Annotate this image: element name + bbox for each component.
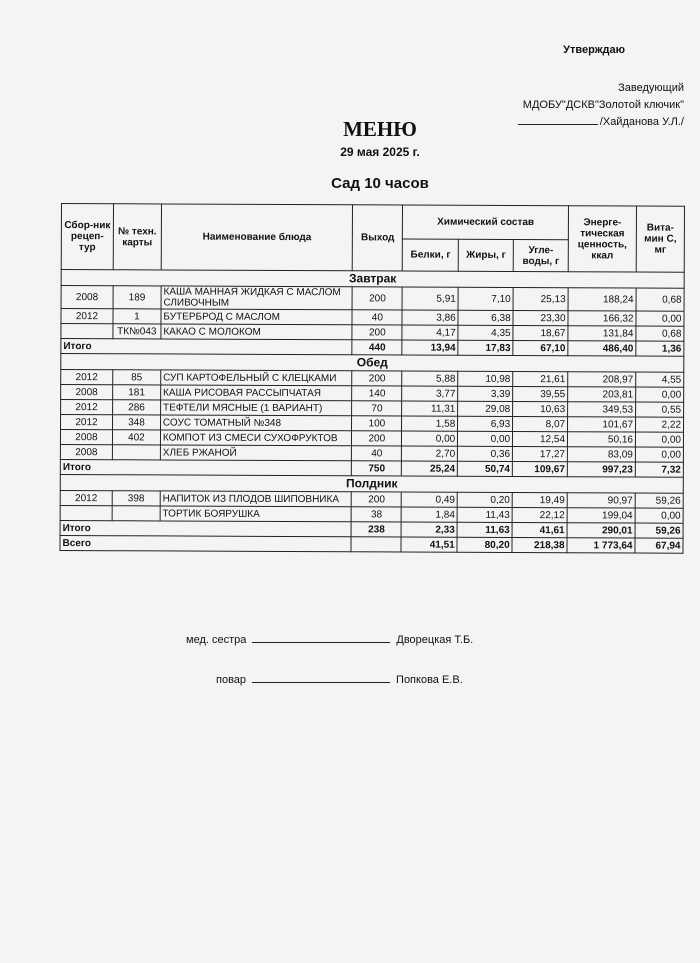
cell-output: 70 — [352, 401, 402, 416]
total-protein: 13,94 — [402, 340, 458, 355]
total-vitamin: 59,26 — [635, 523, 683, 538]
cell-output: 200 — [352, 492, 402, 507]
cell-protein: 1,84 — [401, 507, 457, 522]
cell-energy: 83,09 — [567, 447, 635, 462]
total-carbs: 41,61 — [512, 522, 567, 537]
cell-dish-name: КАКАО С МОЛОКОМ — [161, 324, 353, 340]
grand-total-row — [60, 535, 683, 553]
cell-collection — [61, 324, 113, 339]
menu-date: 29 мая 2025 г. — [340, 145, 420, 159]
cell-fat: 3,39 — [458, 386, 513, 401]
cell-fat: 0,20 — [457, 492, 512, 507]
total-label: Итого — [60, 520, 351, 536]
cell-tech-card — [112, 506, 160, 521]
menu-body — [60, 270, 684, 554]
cell-collection: 2008 — [61, 385, 113, 400]
grand-total-output — [351, 537, 401, 552]
cell-output: 140 — [352, 386, 402, 401]
total-protein: 25,24 — [402, 461, 458, 476]
header-protein: Белки, г — [403, 239, 459, 271]
cell-tech-card — [112, 445, 160, 460]
cell-energy: 50,16 — [568, 432, 636, 447]
cell-dish-name: БУТЕРБРОД С МАСЛОМ — [161, 309, 353, 325]
cell-protein: 3,77 — [402, 386, 458, 401]
total-energy: 290,01 — [567, 523, 635, 538]
cell-vitamin: 0,68 — [636, 326, 684, 341]
cell-fat: 11,43 — [457, 507, 512, 522]
page-title: МЕНЮ — [343, 117, 417, 141]
header-chem: Химический состав — [403, 205, 569, 240]
total-output: 750 — [352, 461, 402, 476]
cell-tech-card: ТК№043 — [113, 324, 161, 339]
cell-carbs: 39,55 — [513, 386, 568, 401]
header-vitamin: Вита-мин С, мг — [636, 206, 684, 272]
cell-dish-name: СУП КАРТОФЕЛЬНЫЙ С КЛЕЦКАМИ — [161, 370, 353, 386]
cell-output: 200 — [352, 431, 402, 446]
grand-total-label: Всего — [60, 535, 351, 551]
cell-vitamin: 0,00 — [635, 432, 683, 447]
cook-signature-line — [252, 672, 390, 683]
cell-dish-name: ХЛЕБ РЖАНОЙ — [160, 445, 352, 461]
cell-collection: 2008 — [60, 444, 112, 459]
nurse-name: Дворецкая Т.Б. — [396, 634, 474, 646]
cell-collection: 2012 — [61, 400, 113, 415]
cell-collection: 2012 — [61, 415, 113, 430]
cell-collection: 2012 — [60, 490, 112, 505]
cell-tech-card: 402 — [112, 430, 160, 445]
cell-tech-card: 85 — [113, 370, 161, 385]
approval-position: Заведующий — [618, 82, 684, 94]
header-output: Выход — [353, 205, 403, 271]
header-fat: Жиры, г — [458, 239, 513, 271]
cell-fat: 7,10 — [458, 287, 513, 310]
cell-output: 40 — [352, 310, 402, 325]
total-vitamin: 1,36 — [636, 341, 684, 356]
cell-fat: 29,08 — [458, 401, 513, 416]
cell-protein: 5,88 — [402, 371, 458, 386]
cell-output: 200 — [352, 325, 402, 340]
cell-vitamin: 0,00 — [636, 311, 684, 326]
total-label: Итого — [61, 339, 352, 355]
cell-protein: 3,86 — [402, 310, 458, 325]
cell-energy: 166,32 — [568, 311, 636, 326]
total-output: 440 — [352, 340, 402, 355]
cell-collection: 2012 — [61, 370, 113, 385]
nurse-signature — [186, 632, 473, 646]
nurse-label: мед. сестра — [186, 634, 247, 646]
cell-output: 200 — [352, 371, 402, 386]
cell-vitamin: 0,55 — [636, 402, 684, 417]
cell-vitamin: 0,00 — [636, 387, 684, 402]
approval-organization: МДОБУ"ДСКВ"Золотой ключик" — [522, 99, 684, 111]
cell-carbs: 23,30 — [513, 310, 568, 325]
cook-signature — [216, 672, 463, 686]
header-collection: Сбор-ник рецеп-тур — [61, 204, 113, 270]
cook-label: повар — [216, 674, 247, 686]
cell-vitamin: 0,68 — [636, 288, 684, 311]
cell-collection — [60, 505, 112, 520]
cell-carbs: 17,27 — [513, 446, 568, 461]
total-carbs: 109,67 — [512, 461, 567, 476]
cell-fat: 0,36 — [458, 446, 513, 461]
cell-protein: 11,31 — [402, 401, 458, 416]
grand-total-protein: 41,51 — [401, 537, 457, 552]
cell-vitamin: 0,00 — [635, 447, 683, 462]
cell-protein: 1,58 — [402, 416, 458, 431]
cell-carbs: 21,61 — [513, 371, 568, 386]
cell-dish-name: КАША МАННАЯ ЖИДКАЯ С МАСЛОМ СЛИВОЧНЫМ — [161, 286, 353, 310]
header-energy: Энерге-тическая ценность, ккал — [568, 206, 636, 272]
cell-carbs: 18,67 — [513, 325, 568, 340]
total-output: 238 — [351, 522, 401, 537]
cell-energy: 90,97 — [567, 493, 635, 508]
cell-carbs: 22,12 — [512, 507, 567, 522]
cell-vitamin: 59,26 — [635, 493, 683, 508]
cell-fat: 0,00 — [458, 431, 513, 446]
cell-tech-card: 286 — [112, 400, 160, 415]
cell-energy: 349,53 — [568, 402, 636, 417]
total-vitamin: 7,32 — [635, 462, 683, 477]
cell-collection: 2012 — [61, 309, 113, 324]
cell-protein: 2,70 — [402, 446, 458, 461]
cell-dish-name: ТЕФТЕЛИ МЯСНЫЕ (1 ВАРИАНТ) — [160, 400, 352, 416]
cell-tech-card: 1 — [113, 309, 161, 324]
cell-dish-name: КАША РИСОВАЯ РАССЫПЧАТАЯ — [161, 385, 353, 401]
cell-fat: 6,93 — [458, 416, 513, 431]
total-energy: 486,40 — [568, 341, 636, 356]
group-name: Сад 10 часов — [331, 175, 429, 192]
approval-signer: /Хайданова У.Л./ — [599, 116, 684, 128]
nurse-signature-line — [252, 632, 390, 643]
table-row — [61, 286, 684, 312]
cell-protein: 4,17 — [402, 325, 458, 340]
cell-dish-name: НАПИТОК ИЗ ПЛОДОВ ШИПОВНИКА — [160, 491, 352, 507]
total-energy: 997,23 — [567, 462, 635, 477]
cell-dish-name: КОМПОТ ИЗ СМЕСИ СУХОФРУКТОВ — [160, 430, 352, 446]
cell-energy: 101,67 — [568, 417, 636, 432]
cell-energy: 208,97 — [568, 372, 636, 387]
cell-vitamin: 0,00 — [635, 508, 683, 523]
cell-carbs: 8,07 — [513, 416, 568, 431]
total-protein: 2,33 — [401, 522, 457, 537]
cell-output: 200 — [352, 287, 402, 310]
header-dish-name: Наименование блюда — [161, 204, 353, 271]
cell-dish-name: ТОРТИК БОЯРУШКА — [160, 506, 352, 522]
cell-collection: 2008 — [60, 430, 112, 445]
cell-output: 40 — [352, 446, 402, 461]
cell-carbs: 12,54 — [513, 431, 568, 446]
cell-carbs: 10,63 — [513, 401, 568, 416]
cell-vitamin: 2,22 — [635, 417, 683, 432]
cell-carbs: 19,49 — [512, 492, 567, 507]
cook-name: Попкова Е.В. — [396, 674, 463, 686]
approval-label: Утверждаю — [563, 44, 625, 56]
section-title: Полдник — [60, 474, 683, 493]
grand-total-energy: 1 773,64 — [567, 538, 635, 553]
total-fat: 11,63 — [457, 522, 512, 537]
section-title: Завтрак — [61, 270, 684, 289]
cell-fat: 4,35 — [458, 325, 513, 340]
cell-protein: 5,91 — [402, 287, 458, 310]
cell-output: 38 — [352, 507, 402, 522]
total-label: Итого — [60, 459, 351, 475]
cell-output: 100 — [352, 416, 402, 431]
total-fat: 50,74 — [458, 461, 513, 476]
cell-energy: 199,04 — [567, 508, 635, 523]
cell-collection: 2008 — [61, 286, 113, 309]
cell-energy: 131,84 — [568, 326, 636, 341]
cell-carbs: 25,13 — [513, 287, 568, 310]
cell-energy: 203,81 — [568, 387, 636, 402]
cell-protein: 0,49 — [402, 492, 458, 507]
cell-protein: 0,00 — [402, 431, 458, 446]
cell-tech-card: 181 — [113, 385, 161, 400]
total-carbs: 67,10 — [513, 340, 568, 355]
total-fat: 17,83 — [458, 340, 513, 355]
grand-total-vitamin: 67,94 — [635, 538, 683, 553]
cell-dish-name: СОУС ТОМАТНЫЙ №348 — [160, 415, 352, 431]
grand-total-carbs: 218,38 — [512, 537, 567, 552]
cell-tech-card: 348 — [112, 415, 160, 430]
menu-table — [59, 203, 685, 554]
section-title: Обед — [61, 354, 684, 373]
cell-fat: 6,38 — [458, 310, 513, 325]
cell-vitamin: 4,55 — [636, 372, 684, 387]
grand-total-fat: 80,20 — [457, 537, 512, 552]
cell-energy: 188,24 — [568, 288, 636, 311]
cell-tech-card: 398 — [112, 491, 160, 506]
cell-fat: 10,98 — [458, 371, 513, 386]
header-tech-card: № техн. карты — [113, 204, 161, 270]
header-carbs: Угле-воды, г — [513, 239, 568, 271]
cell-tech-card: 189 — [113, 286, 161, 309]
